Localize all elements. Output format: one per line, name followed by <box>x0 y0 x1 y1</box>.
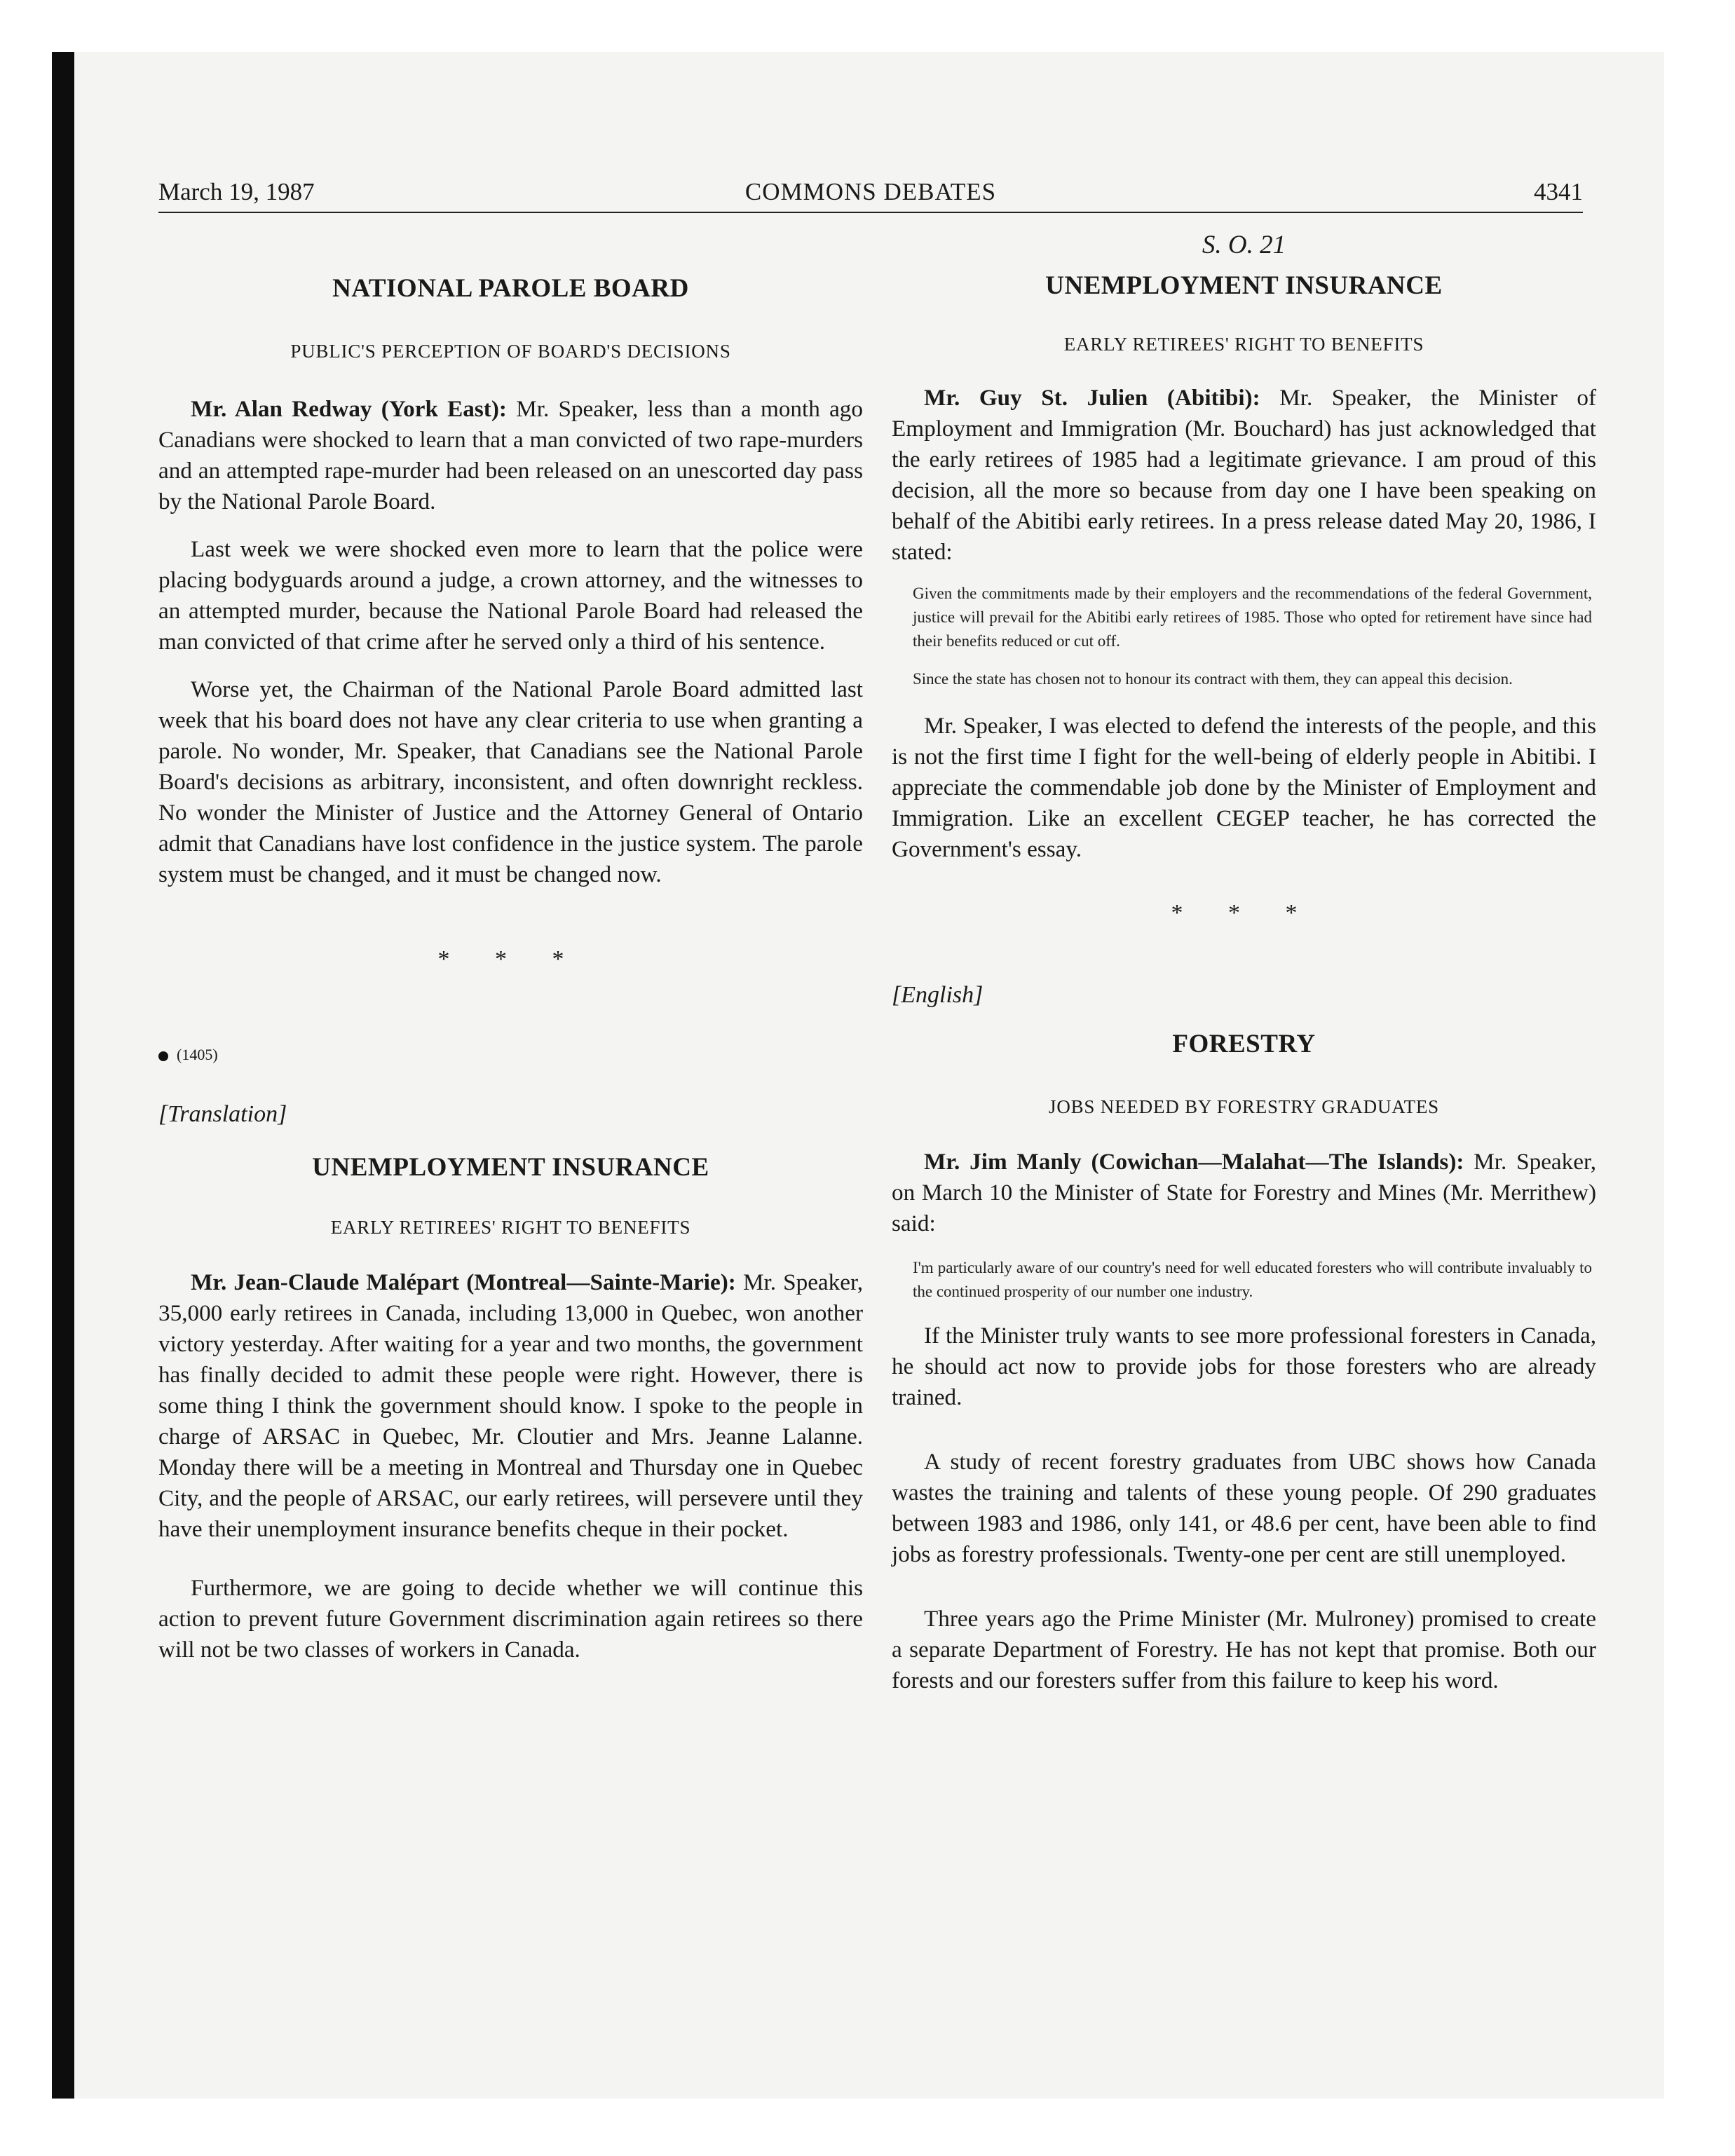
section-heading: UNEMPLOYMENT INSURANCE <box>1045 271 1443 300</box>
speaker-name: Mr. Jim Manly (Cowichan—Malahat—The Islands): <box>924 1149 1464 1175</box>
bullet-icon <box>158 1051 168 1061</box>
section-heading: UNEMPLOYMENT INSURANCE <box>312 1153 709 1182</box>
section-subheading: EARLY RETIREES' RIGHT TO BENEFITS <box>330 1217 691 1238</box>
language-note: [Translation] <box>158 1101 287 1127</box>
header-title: COMMONS DEBATES <box>744 178 997 205</box>
quoted-text: Since the state has chosen not to honour its contract with them, they can appeal this decision. <box>913 670 1513 688</box>
section-heading: NATIONAL PAROLE BOARD <box>332 274 689 303</box>
time-marker: (1405) <box>158 1043 863 1067</box>
speech-paragraph: Worse yet, the Chairman of the National Parole Board admitted last week that his board does not have any clear criteria to use when granting a parole. No wonder, Mr. Speaker, that Canadians see the National Parole Board's decisions as arbitrary, inconsistent, and often downright reckless. No wonder the Minister of Justice and the Attorney General of Ontario admit that Canadians have lost confidence in the justice system. The parole system must be changed, and it must be changed now. <box>158 676 863 887</box>
speech-paragraph: Mr. Jean-Claude Malépart (Montreal—Sainte-Marie): Mr. Speaker, 35,000 early retirees in Canada, including 13,000 in Quebec, won another victory yesterday. After waiting for a year and two months, the government has finally decided to admit these people were right. However, there is some thing I think the government should know. I spoke to the people in charge of ARSAC in Quebec, Mr. Cloutier and Mrs. Jeanne Lalanne. Monday there will be a meeting in Montreal and Thursday one in Quebec City, and the people of ARSAC, our early retirees, will persevere until they have their unemployment insurance benefits cheque in their pocket. <box>158 1269 864 1542</box>
quoted-text: I'm particularly aware of our country's need for well educated foresters who will contribute invaluably to the continued prosperity of our number one industry. <box>913 1259 1592 1300</box>
speech-paragraph: Three years ago the Prime Minister (Mr. Mulroney) promised to create a separate Department of Forestry. He has not kept that promise. Both our forests and our foresters suffer from this failure to keep his word. <box>892 1606 1596 1693</box>
speaker-name: Mr. Alan Redway (York East): <box>191 396 507 422</box>
quoted-text: Given the commitments made by their employers and the recommendations of the federal Government, justice will prevail for the Abitibi early retirees of 1985. Those who opted for retirement have since had their benefits reduced or cut off. <box>913 585 1592 650</box>
speech-paragraph: If the Minister truly wants to see more professional foresters in Canada, he should act now to provide jobs for those foresters who are already trained. <box>892 1323 1596 1410</box>
running-header <box>158 177 1583 213</box>
speech-paragraph: A study of recent forestry graduates from UBC shows how Canada wastes the training and talents of these young people. Of 290 graduates between 1983 and 1986, only 141, or 48.6 per cent, have been able to find jobs as forestry professionals. Twenty-one per cent are still unemployed. <box>892 1449 1596 1567</box>
speech-paragraph: Mr. Speaker, I was elected to defend the interests of the people, and this is not the first time I fight for the well-being of elderly people in Abitibi. I appreciate the commendable job done by the Minister of Employment and Immigration. Like an excellent CEGEP teacher, he has corrected the Government's essay. <box>892 713 1596 862</box>
binding-edge <box>52 52 74 2099</box>
section-subheading: JOBS NEEDED BY FORESTRY GRADUATES <box>1049 1096 1439 1117</box>
page-number: 4341 <box>1534 178 1583 205</box>
speaker-name: Mr. Jean-Claude Malépart (Montreal—Sainte-Marie): <box>191 1269 736 1295</box>
header-date: March 19, 1987 <box>158 178 315 205</box>
section-heading: FORESTRY <box>1172 1030 1316 1058</box>
speech-paragraph: Last week we were shocked even more to learn that the police were placing bodyguards around a judge, a crown attorney, and the witnesses to an attempted murder, because the National Parole Board had released the man convicted of that crime after he served only a third of his sentence. <box>158 536 863 655</box>
section-subheading: EARLY RETIREES' RIGHT TO BENEFITS <box>1063 334 1424 355</box>
language-note: [English] <box>892 982 984 1008</box>
speaker-name: Mr. Guy St. Julien (Abitibi): <box>924 385 1260 411</box>
right-column <box>892 224 1596 1696</box>
left-column <box>158 224 863 1665</box>
section-subheading: PUBLIC'S PERCEPTION OF BOARD'S DECISIONS <box>290 341 731 362</box>
section-separator: * * * <box>437 946 584 972</box>
standing-order-label: S. O. 21 <box>1202 231 1286 259</box>
section-separator: * * * <box>1171 900 1317 926</box>
speech-paragraph: Furthermore, we are going to decide whether we will continue this action to prevent future Government discrimination again retirees so there will not be two classes of workers in Canada. <box>158 1575 863 1663</box>
speech-paragraph: Mr. Jim Manly (Cowichan—Malahat—The Islands): Mr. Speaker, on March 10 the Minister of State for Forestry and Mines (Mr. Merrithew) said: <box>892 1149 1596 1236</box>
speech-paragraph: Mr. Guy St. Julien (Abitibi): Mr. Speaker, the Minister of Employment and Immigration (Mr. Bouchard) has just acknowledged that the early retirees of 1985 had a legitimate grievance. I am proud of this decision, all the more so because from day one I have been speaking on behalf of the Abitibi early retirees. In a press release dated May 20, 1986, I stated: <box>892 385 1596 565</box>
speech-paragraph: Mr. Alan Redway (York East): Mr. Speaker, less than a month ago Canadians were shocked to learn that a man convicted of two rape-murders and an attempted rape-murder had been released on an unescorted day pass by the National Parole Board. <box>158 396 863 514</box>
